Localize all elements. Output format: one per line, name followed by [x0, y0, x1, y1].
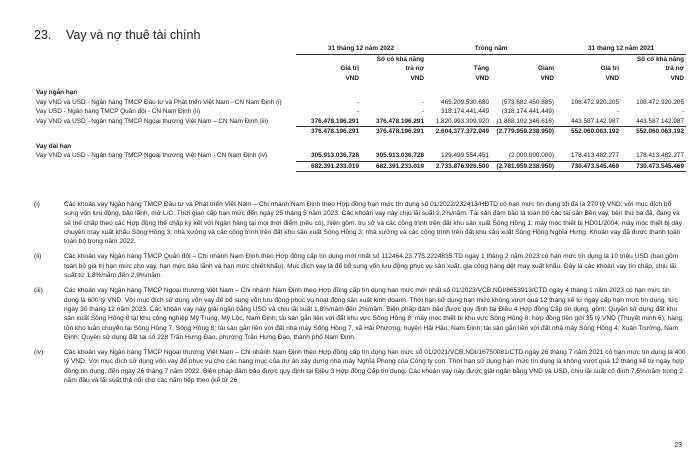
total-decrease: (2.779.959.238.950) [491, 127, 556, 137]
loans-table [34, 44, 686, 172]
total-repay: 376.478.196.291 [361, 127, 426, 137]
row-decrease: (573.682.450.885) [501, 98, 555, 106]
grand-total-repay: 682.391.233.019 [361, 161, 426, 172]
row-increase: 1.820.993.399.920 [435, 117, 490, 125]
col-repay-end-header: Số có khả năng [636, 55, 685, 63]
table-row [34, 117, 686, 127]
currency-label: VND [410, 74, 425, 82]
note-marker: (iii) [34, 287, 43, 295]
row-repay-end: 178.413.482.277 [636, 152, 685, 159]
page-number: 23 [674, 442, 682, 449]
short-term-total-row [34, 127, 686, 137]
row-repay: - [421, 108, 425, 115]
section-title: Vay và nợ thuê tài chính [66, 28, 201, 42]
grand-total-value-end: 730.473.545.469 [556, 161, 621, 172]
col-increase-header: Tăng [473, 65, 490, 72]
currency-label: VND [605, 74, 620, 82]
col-value-header: Giá trị [340, 65, 359, 72]
note-item [34, 286, 686, 342]
row-repay: 305.913.036.728 [376, 152, 425, 159]
period-mid-header: Trong năm [426, 44, 556, 54]
table-row [34, 98, 686, 108]
row-description: Vay VND và USD - Ngân hàng TMCP Ngoại thương Việt Nam - CN Nam Định (iv) [36, 152, 268, 160]
total-increase: 2.604.377.372.049 [426, 127, 491, 137]
currency-label: VND [475, 74, 490, 82]
row-value-end: 178.413.482.277 [571, 152, 620, 159]
note-item [34, 200, 686, 246]
note-text: Các khoản vay Ngân hàng TMCP Đầu tư và Phát triển Việt Nam – Chi nhánh Nam Định theo Hợp đồng hạn mức tín dụng số 01/2022/232413/HĐTD có hạn mức tín dụng tối đa là 270 tỷ VND, với mục đích bổ sung vốn lưu động, bảo lãnh, mở L/C. Thời gian cấp hạn mức đến ngày 25 tháng 5 năm 2023. Các khoản vay này chịu lãi suất 2,2%/năm. Tài sản đảm bảo là toàn bộ các tài sản Bên vay, bên thứ ba đã, đang và sẽ thế chấp theo các Hợp đồng thế chấp ký kết với Ngân hàng tại mọi thời điểm (nếu có), hiện gồm: trụ sở và các công trình trên đất khu sản xuất Sông Hồng 1; máy móc thiết bị HD01/2004; máy móc thiết bị dây chuyền may xuất khẩu Sông Hồng 3; nhà xưởng và các công trình trên đất khu sản xuất Sông Hồng 3; nhà xưởng và các công trình trên đất khu sản xuất Sông Hồng Nghĩa Hưng. Khoản vay đã được thanh toán toàn bộ trong năm 2022. [64, 201, 683, 246]
row-increase: 129.499.554.451 [441, 152, 490, 159]
row-value: 376.478.196.291 [311, 117, 359, 125]
col-repay-end-header-2: trả nợ [665, 65, 685, 72]
grand-total-increase: 2.733.876.926.500 [426, 161, 491, 172]
section-heading [34, 28, 200, 42]
note-marker: (ii) [34, 253, 42, 261]
note-text: Các khoản vay Ngân hàng TMCP Quân đội – Chi nhánh Nam Định theo Hợp đồng cấp tín dụng mới nhất số 112464.23.775.2224835.TD ngày 1 tháng 2 năm 2023 có hạn mức tín dụng là 10 triệu USD (bao gồm toàn bộ giá trị hạn mức cho vay, hạn mức bảo lãnh và hạn mức chiết khấu). Mục đích vay là để bổ sung vốn lưu động phục vụ sản xuất, gia công hàng dệt may xuất khẩu. Đây là các khoản vay tín chấp, chịu lãi suất từ 1,8%/năm đến 2,9%/năm. [64, 253, 679, 280]
period-end-header: 31 tháng 12 năm 2021 [556, 44, 686, 54]
long-term-label: Vay dài hạn [36, 142, 72, 150]
row-decrease: (318.174.441.449) [501, 108, 555, 115]
note-item [34, 252, 686, 280]
row-description: Vay USD - Ngân hàng TMCP Quân đội - CN Nam Định (ii) [36, 108, 201, 115]
col-value-end-header: Giá trị [600, 65, 620, 72]
total-value-end: 552.060.063.192 [556, 127, 621, 137]
total-value: 376.478.196.291 [296, 127, 361, 137]
row-repay-end: 443.587.142.987 [636, 117, 685, 125]
table-row [34, 151, 686, 161]
row-value: - [356, 98, 359, 106]
row-value-end: - [616, 108, 620, 115]
row-increase: 465.209.530.680 [441, 98, 490, 106]
row-decrease: (2.000.000.000) [508, 152, 555, 159]
currency-label: VND [540, 74, 555, 82]
period-start-header: 31 tháng 12 năm 2022 [296, 44, 426, 54]
row-decrease: (1.888.102.346.616) [496, 117, 555, 125]
row-value-end: 443.587.142.987 [571, 117, 620, 125]
col-repay-header-2: trả nợ [405, 65, 425, 72]
currency-label: VND [670, 74, 685, 82]
currency-label: VND [345, 74, 359, 82]
row-increase: 318.174.441.449 [441, 108, 490, 115]
note-item [34, 348, 686, 385]
grand-total-row [34, 161, 686, 172]
row-description: Vay VND và USD - Ngân hàng TMCP Ngoại thương Việt Nam – CN Nam Định (iii) [36, 117, 269, 125]
note-marker: (iv) [34, 349, 44, 357]
row-description: Vay VND và USD - Ngân hàng TMCP Đầu tư và Phát triển Việt Nam - CN Nam Định (i) [36, 98, 282, 106]
note-text: Các khoản vay Ngân hàng TMCP Ngoại thương Việt Nam – Chi nhánh Nam Định theo Hợp đồng cấp tín dụng hạn mức số 01/2021/VCB.NDI/16750081/CTD ngày 26 tháng 7 năm 2021 có hạn mức tín dụng là 400 tỷ VND. Với mục đích sử dụng vốn vay để phục vụ cho các hạng mục của dự án xây dựng nhà máy Nghĩa Phong của Công ty con. Thời hạn sử dụng hạn mức tín dụng là không vượt quá 12 tháng kể từ ngày hợp đồng tín dụng, đến ngày 26 tháng 7 năm 2022. Biện pháp đảm bảo được quy định tại Điều 3 Hợp đồng Cấp tín dụng. Các khoản vay này được giải ngân bằng VND và USD, chịu lãi suất cố định 7,5%/năm trong 2 năm đầu và lãi suất thả nổi cho các năm tiếp theo (kể từ 26 [64, 349, 686, 385]
note-marker: (i) [34, 201, 40, 208]
short-term-label: Vay ngắn hạn [36, 89, 78, 96]
row-value-end: 108.472.920.205 [571, 98, 620, 106]
grand-total-repay-end: 730.473.545.469 [621, 161, 686, 172]
note-text: Các khoản vay Ngân hàng TMCP Ngoại thương Việt Nam – Chi nhánh Nam Định theo Hợp đồng cấp tín dụng hạn mức mới nhất số 01/2023/VCB.NDI/8653913/CTD ngày 4 tháng 1 năm 2023 có hạn mức tín dụng là 600 tỷ VND. Với mục đích sử dụng vốn vay để bổ sung vốn lưu động phục vụ hoạt động sản xuất kinh doanh. Thời hạn sử dụng hạn mức không vượt quá 12 tháng kể từ ngày cấp hạn mức tín dụng, tức ngày 30 tháng 12 năm 2023. Các khoản vay này giải ngân bằng USD và chịu lãi suất 1,8%/năm đến 2%/năm. Biện pháp đảm bảo được quy định tại Điều 4 Hợp đồng Cấp tín dụng, gồm: Quyền sử dụng đất khu sản xuất Sông Hồng 8 tại khu công nghiệp Mỹ Trung, Mỹ Lộc, Nam Định; tài sản gắn liền với đất khu vực Sông Hồng 8; máy móc thiết bị khu vực Sông Hồng 8; hợp đồng tiền gửi 35 tỷ VND (Thuyết minh 6); hàng tồn kho luân chuyển tại Sông Hồng 7, Sông Hồng 8; tài sản gắn liền với đất nhà máy Sông Hồng 7, xã Hải Phương, huyện Hải Hậu, Nam Định; tài sản gắn liền với đất nhà máy Sông Hồng 4, Xuân Trường, Nam Định; Quyền sử dụng đất tại số 228 Trần Hưng Đạo, phường Trần Hưng Đạo, thành phố Nam Định. [64, 287, 683, 341]
col-decrease-header: Giảm [538, 65, 555, 72]
row-repay: 376.478.196.291 [376, 117, 425, 125]
table-row [34, 107, 686, 117]
row-value: - [356, 108, 359, 115]
row-repay: - [421, 98, 425, 106]
row-repay-end: - [681, 108, 685, 115]
col-repay-header: Số có khả năng [376, 55, 425, 63]
grand-total-value: 682.391.233.019 [296, 161, 361, 172]
row-repay-end: 108.472.920.205 [636, 98, 685, 106]
total-repay-end: 552.060.063.192 [621, 127, 686, 137]
section-number: 23. [34, 28, 52, 42]
loan-notes [34, 200, 686, 391]
grand-total-decrease: (2.781.959.238.950) [491, 161, 556, 172]
row-value: 305.913.036.728 [311, 152, 359, 159]
